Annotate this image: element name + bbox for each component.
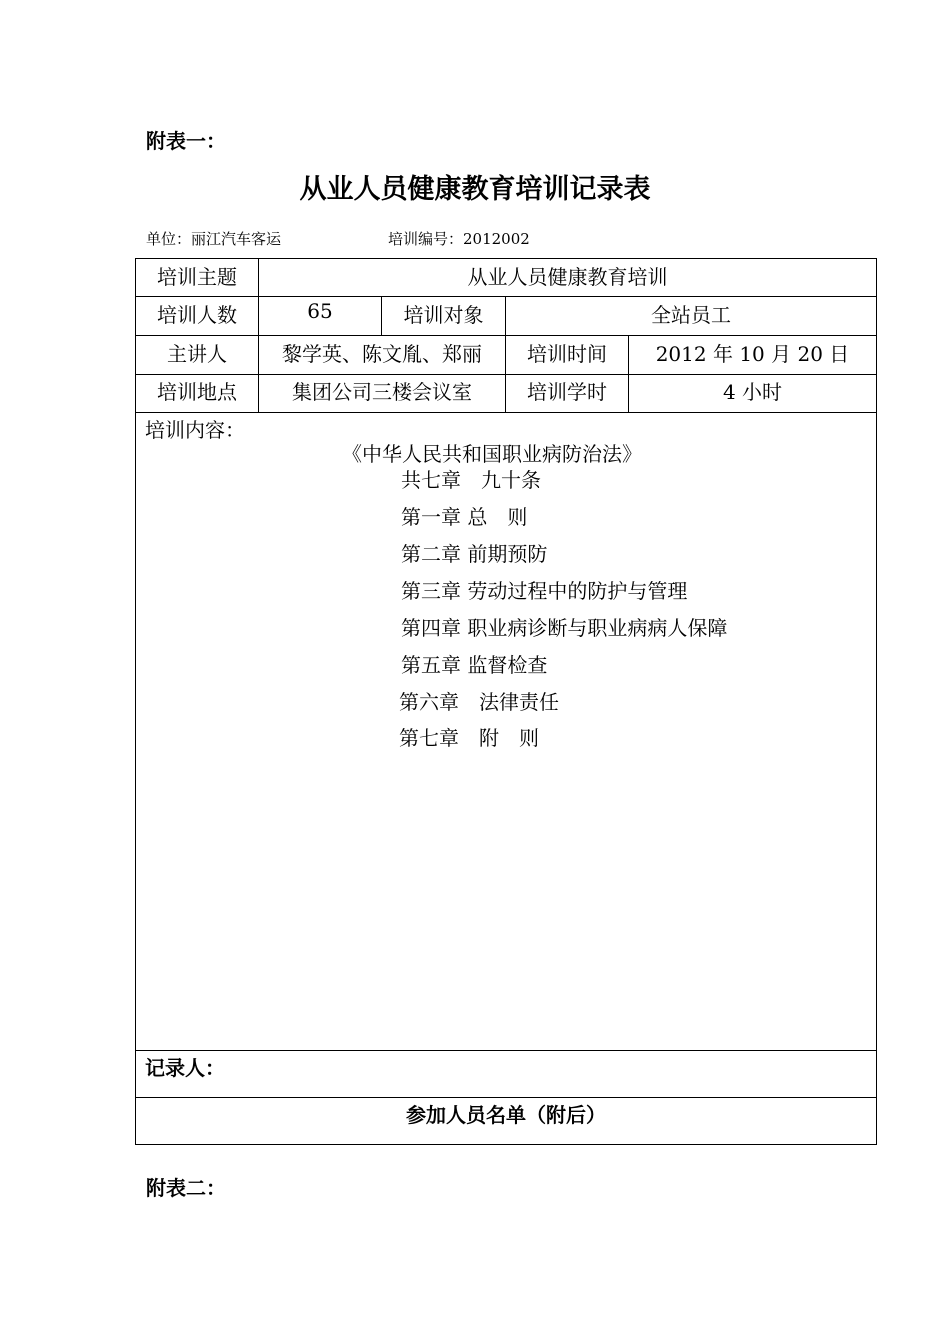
page-title: 从业人员健康教育培训记录表 [299, 174, 651, 205]
table-divider [135, 412, 877, 413]
recorder-label: 记录人： [145, 1056, 225, 1080]
time-value: 2012 年 10 月 20 日 [655, 342, 850, 366]
table-divider [135, 296, 877, 297]
chapter-item: 第二章 前期预防 [401, 542, 548, 566]
appendix-1-label: 附表一： [146, 129, 226, 153]
speaker-value: 黎学英、陈文胤、郑丽 [282, 342, 482, 366]
topic-value: 从业人员健康教育培训 [467, 265, 668, 289]
topic-label: 培训主题 [157, 265, 237, 289]
table-divider [135, 1050, 877, 1051]
table-border [876, 258, 877, 1145]
table-divider [135, 1097, 877, 1098]
content-label: 培训内容： [145, 418, 245, 442]
table-border [135, 1144, 877, 1145]
count-value: 65 [307, 299, 333, 323]
unit-text: 单位：丽江汽车客运 [146, 230, 282, 248]
table-divider [135, 335, 877, 336]
chapter-item: 第四章 职业病诊断与职业病病人保障 [401, 616, 728, 640]
chapter-item: 第七章 附 则 [399, 726, 539, 750]
training-number: 培训编号：2012002 [388, 230, 530, 248]
chapter-item: 第六章 法律责任 [399, 690, 559, 714]
law-title: 《中华人民共和国职业病防治法》 [342, 442, 642, 466]
table-border [135, 258, 877, 259]
chapter-item: 第三章 劳动过程中的防护与管理 [401, 579, 688, 603]
time-label: 培训时间 [527, 342, 607, 366]
chapter-item: 第五章 监督检查 [401, 653, 548, 677]
target-value: 全站员工 [651, 303, 731, 327]
speaker-label: 主讲人 [167, 342, 227, 366]
table-divider [135, 374, 877, 375]
place-label: 培训地点 [157, 380, 237, 404]
count-label: 培训人数 [157, 303, 237, 327]
law-summary: 共七章 九十条 [401, 468, 541, 492]
hours-value: 4 小时 [722, 380, 783, 404]
place-value: 集团公司三楼会议室 [292, 380, 472, 404]
appendix-2-label: 附表二： [146, 1176, 226, 1200]
chapter-item: 第一章 总 则 [401, 505, 528, 529]
target-label: 培训对象 [403, 303, 484, 327]
hours-label: 培训学时 [527, 380, 607, 404]
attendees-note: 参加人员名单（附后） [406, 1103, 606, 1127]
